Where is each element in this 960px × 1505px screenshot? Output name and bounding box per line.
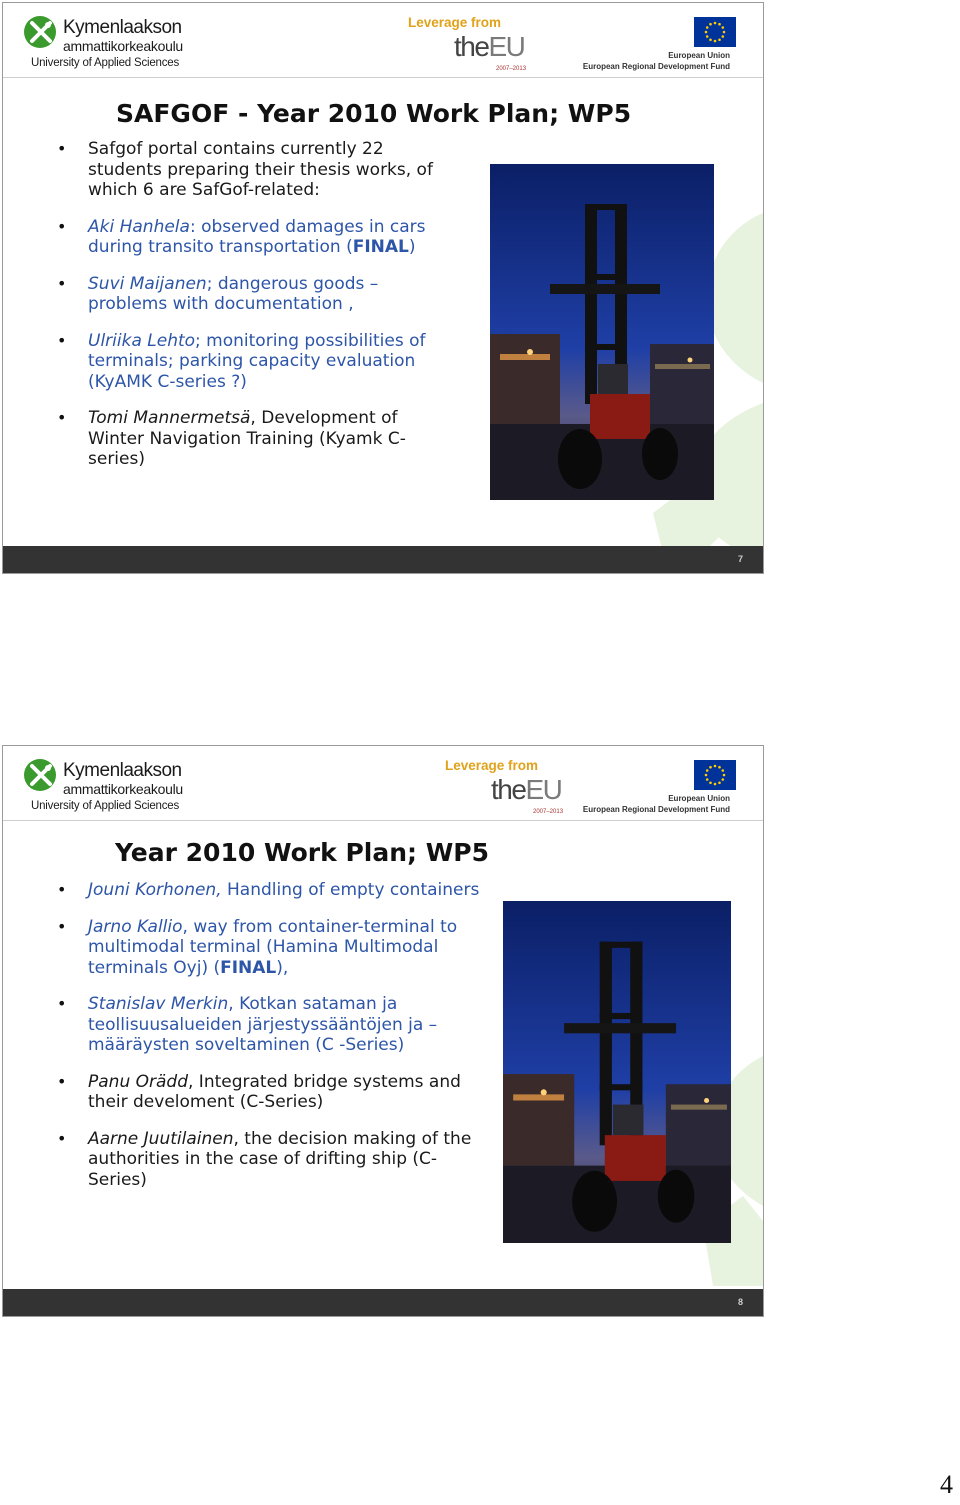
eu-line-2: European Regional Development Fund <box>582 805 730 814</box>
slide-number: 8 <box>737 1297 743 1307</box>
bullet-item <box>3 880 483 901</box>
leverage-eu: EU <box>525 774 562 805</box>
bullet-text: , Kotkan sataman ja teollisuusalueiden järjestyssääntöjen ja –määräysten soveltaminen (C -Series) <box>88 994 438 1055</box>
slide-7 <box>2 2 764 574</box>
leverage-the: the <box>491 774 526 805</box>
bullet-text: , way from container-terminal to multimodal terminal (Hamina Multimodal terminals Oyj) ( <box>88 916 458 978</box>
student-name: Aarne Juutilainen <box>88 1128 234 1149</box>
bullet-text: , the decision making of the authorities in the case of drifting ship (C-Series) <box>88 1128 472 1190</box>
kyamk-emblem-icon <box>23 13 59 51</box>
slide-footer <box>3 546 763 573</box>
page-number: 4 <box>940 1470 953 1499</box>
bullet-text: : observed damages in cars during transito transportation ( <box>88 216 426 257</box>
leverage-eu: EU <box>488 31 525 62</box>
bullet-item <box>3 408 433 470</box>
student-name: Jarno Kallio <box>88 916 183 937</box>
bullet-text: , Integrated bridge systems and their develoment (C-Series) <box>88 1071 461 1112</box>
leverage-years: 2007–2013 <box>533 809 564 815</box>
bullet-item <box>3 331 433 393</box>
reach-stacker-photo <box>503 901 731 1243</box>
leverage-line-1: Leverage from <box>408 15 502 30</box>
leverage-line-1: Leverage from <box>445 758 539 773</box>
bullet-text: ; dangerous goods – problems with documentation , <box>88 273 379 314</box>
logo-line-3: University of Applied Sciences <box>31 57 180 69</box>
eu-flag-icon <box>694 17 736 47</box>
leverage-years: 2007–2013 <box>496 66 527 72</box>
slide-title: SAFGOF - Year 2010 Work Plan; WP5 <box>116 99 632 128</box>
header-divider <box>3 820 763 821</box>
eu-line-2: European Regional Development Fund <box>582 62 730 71</box>
eu-flag-icon <box>694 760 736 790</box>
student-name: Stanislav Merkin <box>88 994 229 1014</box>
bullet-item <box>3 217 433 258</box>
leverage-line-2 <box>454 31 524 63</box>
bullet-item <box>3 917 483 979</box>
student-name: Tomi Mannermetsä <box>88 408 251 428</box>
student-name: Aki Hanhela <box>88 216 190 237</box>
kyamk-emblem-icon <box>23 756 59 794</box>
kyamk-logo <box>23 13 193 73</box>
slide-header <box>3 746 763 818</box>
leverage-line-2 <box>491 774 561 806</box>
final-label: FINAL <box>220 957 277 978</box>
bullet-list <box>3 880 483 1206</box>
slide-number: 7 <box>737 554 743 564</box>
bullet-text-end: ), <box>276 957 289 978</box>
bullet-text-end: ) <box>408 237 416 257</box>
bullet-text: Handling of empty containers <box>221 880 480 900</box>
bullet-text: Safgof portal contains currently 22 students preparing their thesis works, of which 6 are SafGof-related: <box>88 139 433 200</box>
leverage-from-the-eu-logo <box>408 15 548 75</box>
final-label: FINAL <box>352 237 409 257</box>
logo-line-1: Kymenlaakson <box>63 17 182 38</box>
slide-title: Year 2010 Work Plan; WP5 <box>115 838 490 867</box>
student-name: Suvi Maijanen <box>88 273 207 294</box>
bullet-item <box>3 274 433 315</box>
bullet-item <box>3 994 483 1056</box>
slide-header <box>3 3 763 75</box>
logo-line-2: ammattikorkeakoulu <box>63 781 183 797</box>
bullet-item <box>3 139 433 201</box>
eu-line-1: European Union <box>668 794 730 803</box>
bullet-item <box>3 1072 483 1113</box>
logo-line-1: Kymenlaakson <box>63 760 182 781</box>
student-name: Jouni Korhonen, <box>88 880 222 900</box>
eu-line-1: European Union <box>668 51 730 60</box>
student-name: Panu Orädd <box>88 1071 188 1092</box>
bullet-item <box>3 1129 483 1191</box>
kyamk-logo <box>23 756 193 816</box>
bullet-text: ; monitoring possibilities of terminals; parking capacity evaluation (KyAMK C-series ?) <box>88 330 426 392</box>
eu-logo <box>582 760 758 818</box>
student-name: Ulriika Lehto <box>88 330 196 351</box>
leverage-from-the-eu-logo <box>445 758 585 818</box>
header-divider <box>3 77 763 78</box>
eu-logo <box>582 17 758 75</box>
logo-line-2: ammattikorkeakoulu <box>63 38 183 54</box>
logo-line-3: University of Applied Sciences <box>31 800 180 812</box>
slide-footer <box>3 1289 763 1316</box>
reach-stacker-photo <box>490 164 714 500</box>
leverage-the: the <box>454 31 489 62</box>
bullet-text: , Development of Winter Navigation Training (Kyamk C-series) <box>88 408 406 469</box>
slide-8 <box>2 745 764 1317</box>
bullet-list <box>3 139 433 486</box>
